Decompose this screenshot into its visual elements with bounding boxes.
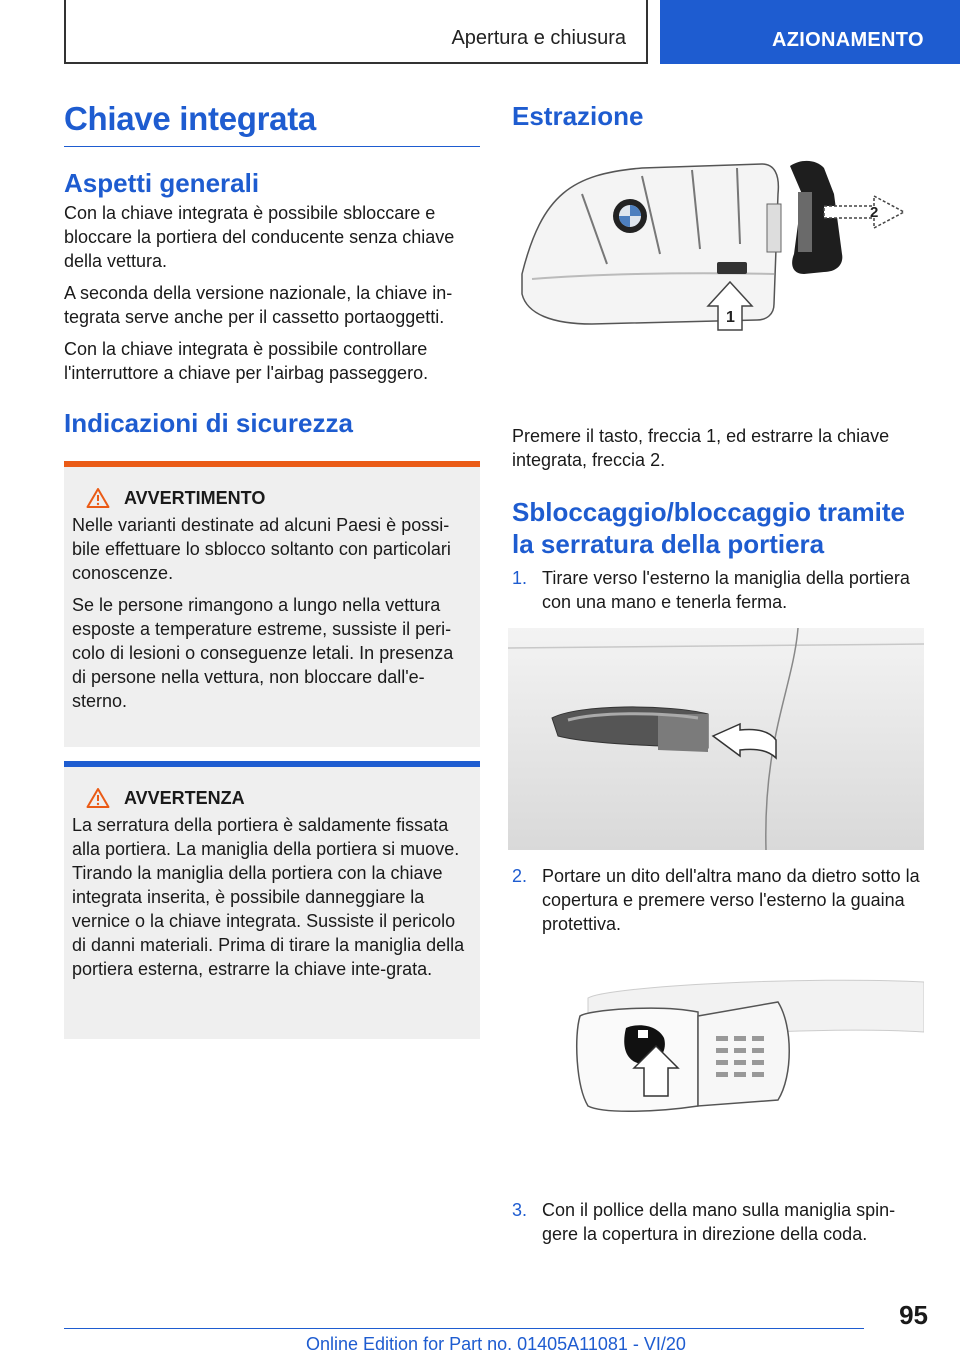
warning-box — [64, 461, 480, 747]
step-3-number: 3. — [512, 1200, 528, 1220]
warning-triangle-icon — [86, 487, 110, 509]
warning-paragraph-2: Se le persone rimangono a lungo nella vettura esposte a temperature estreme, sussiste il peri-colo di lesioni o conseguenze letali. In presenza di persone nella vettura, non bloccare dall'e-sterno. — [72, 595, 454, 711]
caution-box — [64, 761, 480, 1039]
step-2-number: 2. — [512, 866, 528, 886]
right-column — [512, 100, 928, 1246]
warning-paragraph-1: Nelle varianti destinate ad alcuni Paesi è possi-bile effettuare lo sblocco soltanto con particolari conoscenze. — [72, 515, 451, 583]
header-chapter-box — [660, 0, 960, 64]
footer-divider — [64, 1328, 864, 1329]
lock-steps-list-2 — [512, 864, 928, 936]
key-extraction-figure — [512, 154, 928, 376]
header-section-box — [64, 0, 648, 64]
step-3-text: Con il pollice della mano sulla maniglia spin-gere la copertura in direzione della coda. — [542, 1200, 896, 1244]
left-column — [64, 100, 480, 1039]
door-handle-figure — [508, 628, 924, 850]
cover-illustration — [508, 956, 924, 1186]
step-1 — [512, 566, 928, 614]
warning-body — [72, 513, 472, 713]
step-1-number: 1. — [512, 568, 528, 588]
caution-triangle-icon — [86, 787, 110, 809]
step-1-text: Tirare verso l'esterno la maniglia della portiera con una mano e tenerla ferma. — [542, 568, 910, 612]
caution-title: AVVERTENZA — [124, 787, 245, 808]
step-2-text: Portare un dito dell'altra mano da dietro sotto la copertura e premere verso l'esterno la guaina protettiva. — [542, 866, 920, 934]
extraction-caption: Premere il tasto, freccia 1, ed estrarre la chiave integrata, freccia 2. — [512, 426, 890, 470]
arrow-1-label: 1 — [726, 309, 735, 326]
header-section-title: Apertura e chiusura — [451, 27, 626, 49]
extraction-heading: Estrazione — [512, 101, 644, 131]
step-2 — [512, 864, 928, 936]
caution-title-row — [72, 787, 472, 809]
door-handle-illustration — [508, 628, 924, 850]
lock-steps-list-3 — [512, 1198, 928, 1246]
cover-figure — [508, 956, 924, 1186]
footer-edition: Online Edition for Part no. 01405A11081 - VI/20 — [306, 1334, 686, 1354]
general-heading: Aspetti generali — [64, 168, 260, 198]
general-paragraph-2: A seconda della versione nazionale, la chiave in-tegrata serve anche per il cassetto portaoggetti. — [64, 283, 453, 327]
warning-title: AVVERTIMENTO — [124, 487, 266, 508]
lock-heading: Sbloccaggio/bloccaggio tramite la serratura della portiera — [512, 497, 905, 559]
general-paragraph-1: Con la chiave integrata è possibile sbloccare e bloccare la portiera del conducente senza chiave della vettura. — [64, 203, 455, 271]
page-number: 95 — [899, 1300, 928, 1330]
arrow-2-label: 2 — [870, 204, 879, 221]
key-extraction-illustration — [512, 154, 928, 376]
lock-steps-list — [512, 566, 928, 614]
safety-heading: Indicazioni di sicurezza — [64, 408, 353, 438]
page-title: Chiave integrata — [64, 100, 480, 147]
header-chapter-title: AZIONAMENTO — [772, 29, 924, 51]
caution-paragraph-1: La serratura della portiera è saldamente fissata alla portiera. La maniglia della portiera si muove. Tirando la maniglia della portiera con la chiave integrata inserita, è possibile danneggiare la vernice o la chiave integrata. Sussiste il pericolo di danni materiali. Prima di tirare la maniglia della portiera esterna, estrarre la chiave inte-grata. — [72, 815, 465, 979]
warning-title-row — [72, 487, 472, 509]
caution-body — [72, 813, 472, 981]
step-3 — [512, 1198, 928, 1246]
general-paragraph-3: Con la chiave integrata è possibile controllare l'interruttore a chiave per l'airbag passeggero. — [64, 339, 429, 383]
